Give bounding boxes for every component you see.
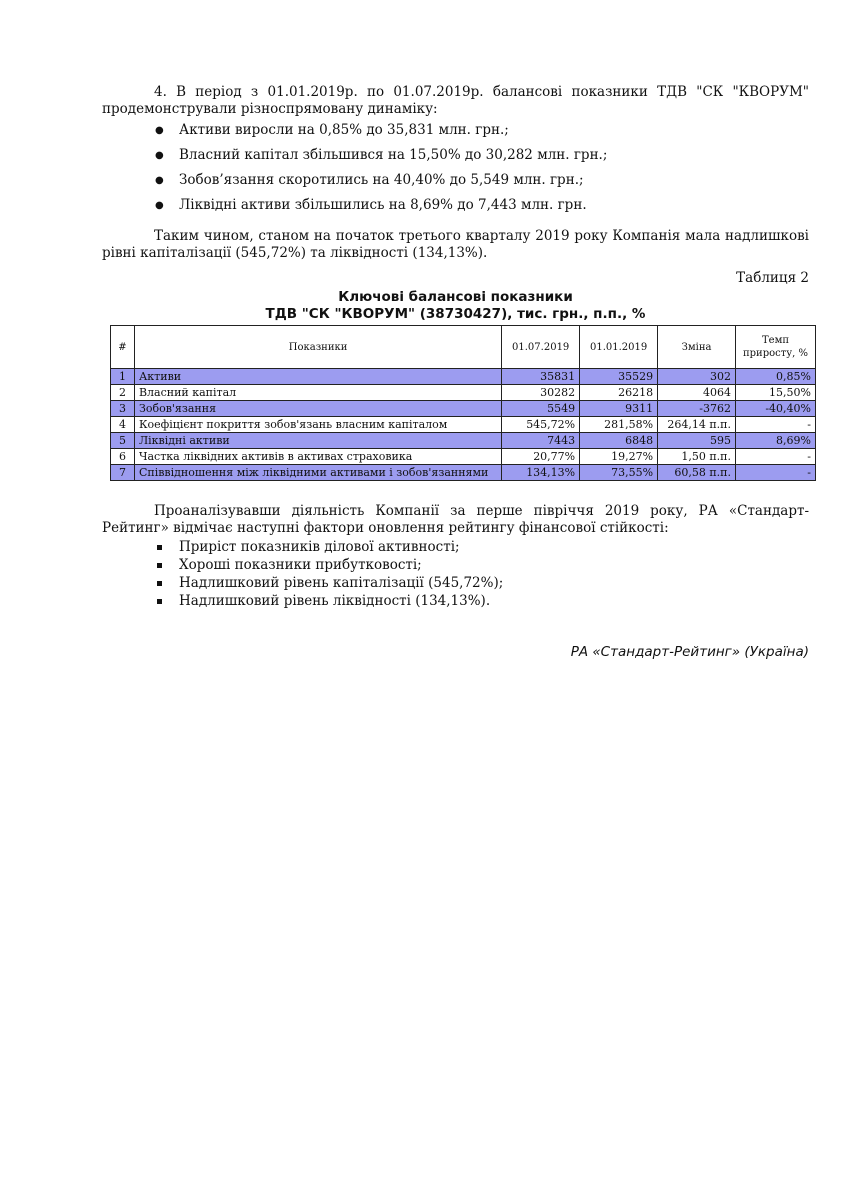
growth-cell: 8,69% xyxy=(736,433,816,449)
table-row xyxy=(111,401,816,417)
value-cell: 9311 xyxy=(580,401,658,417)
growth-cell: 0,85% xyxy=(736,369,816,385)
change-cell: 595 xyxy=(658,433,736,449)
value-cell: 134,13% xyxy=(502,465,580,481)
value-cell: 20,77% xyxy=(502,449,580,465)
change-cell: 302 xyxy=(658,369,736,385)
growth-cell: - xyxy=(736,417,816,433)
list-item: ● Активи виросли на 0,85% до 35,831 млн. грн.; xyxy=(155,122,809,139)
growth-cell: - xyxy=(736,465,816,481)
table-row xyxy=(111,369,816,385)
table-body xyxy=(111,369,816,481)
row-number-cell: 2 xyxy=(111,385,135,401)
table-header-row xyxy=(111,326,816,369)
value-cell: 6848 xyxy=(580,433,658,449)
growth-cell: -40,40% xyxy=(736,401,816,417)
value-cell: 281,58% xyxy=(580,417,658,433)
column-header: Показники xyxy=(134,326,501,369)
indicator-name-cell: Власний капітал xyxy=(134,385,501,401)
list-item: ● Ліквідні активи збільшились на 8,69% до 7,443 млн. грн. xyxy=(155,197,809,214)
change-cell: 60,58 п.п. xyxy=(658,465,736,481)
indicator-name-cell: Активи xyxy=(134,369,501,385)
indicator-name-cell: Коефіцієнт покриття зобов'язань власним капіталом xyxy=(134,417,501,433)
balance-dynamics-list xyxy=(102,122,809,214)
row-number-cell: 1 xyxy=(111,369,135,385)
value-cell: 5549 xyxy=(502,401,580,417)
change-cell: 264,14 п.п. xyxy=(658,417,736,433)
row-number-cell: 3 xyxy=(111,401,135,417)
analysis-paragraph: Проаналізувавши діяльність Компанії за перше півріччя 2019 року, РА «Стандарт-Рейтинг» відмічає наступні фактори оновлення рейтингу фінансової стійкості: xyxy=(102,503,809,536)
list-item: ● Власний капітал збільшився на 15,50% до 30,282 млн. грн.; xyxy=(155,147,809,164)
rating-factors-list xyxy=(102,539,809,610)
table-subtitle: ТДВ "СК "КВОРУМ" (38730427), тис. грн., п.п., % xyxy=(265,306,646,322)
growth-cell: - xyxy=(736,449,816,465)
agency-signature: РА «Стандарт-Рейтинг» (Україна) xyxy=(570,644,809,660)
indicator-name-cell: Співвідношення між ліквідними активами і зобов'язаннями xyxy=(134,465,501,481)
list-item: Надлишковий рівень капіталізації (545,72%); xyxy=(155,575,809,592)
column-header: # xyxy=(111,326,135,369)
table-row xyxy=(111,449,816,465)
document-page xyxy=(102,84,809,660)
table-row xyxy=(111,417,816,433)
column-header: 01.07.2019 xyxy=(502,326,580,369)
change-cell: 1,50 п.п. xyxy=(658,449,736,465)
indicator-name-cell: Зобов'язання xyxy=(134,401,501,417)
column-header: Темп приросту, % xyxy=(736,326,816,369)
table-label: Таблиця 2 xyxy=(736,270,809,286)
table-row xyxy=(111,433,816,449)
value-cell: 30282 xyxy=(502,385,580,401)
row-number-cell: 6 xyxy=(111,449,135,465)
table-row xyxy=(111,465,816,481)
row-number-cell: 5 xyxy=(111,433,135,449)
list-item: Приріст показників ділової активності; xyxy=(155,539,809,556)
column-header: 01.01.2019 xyxy=(580,326,658,369)
column-header: Зміна xyxy=(658,326,736,369)
table-row xyxy=(111,385,816,401)
value-cell: 35529 xyxy=(580,369,658,385)
intro-paragraph: 4. В період з 01.01.2019р. по 01.07.2019р. балансові показники ТДВ "СК "КВОРУМ" продемонстрували різноспрямовану динаміку: xyxy=(102,84,809,117)
value-cell: 545,72% xyxy=(502,417,580,433)
table-title: Ключові балансові показники xyxy=(338,289,573,305)
indicator-name-cell: Ліквідні активи xyxy=(134,433,501,449)
change-cell: 4064 xyxy=(658,385,736,401)
change-cell: -3762 xyxy=(658,401,736,417)
list-item: Надлишковий рівень ліквідності (134,13%). xyxy=(155,593,809,610)
value-cell: 26218 xyxy=(580,385,658,401)
value-cell: 19,27% xyxy=(580,449,658,465)
value-cell: 73,55% xyxy=(580,465,658,481)
value-cell: 7443 xyxy=(502,433,580,449)
value-cell: 35831 xyxy=(502,369,580,385)
growth-cell: 15,50% xyxy=(736,385,816,401)
conclusion-paragraph: Таким чином, станом на початок третього кварталу 2019 року Компанія мала надлишкові рівні капіталізації (545,72%) та ліквідності (134,13%). xyxy=(102,228,809,261)
list-item: Хороші показники прибутковості; xyxy=(155,557,809,574)
row-number-cell: 7 xyxy=(111,465,135,481)
indicator-name-cell: Частка ліквідних активів в активах страховика xyxy=(134,449,501,465)
key-indicators-table xyxy=(110,325,816,481)
row-number-cell: 4 xyxy=(111,417,135,433)
list-item: ● Зобов’язання скоротились на 40,40% до 5,549 млн. грн.; xyxy=(155,172,809,189)
